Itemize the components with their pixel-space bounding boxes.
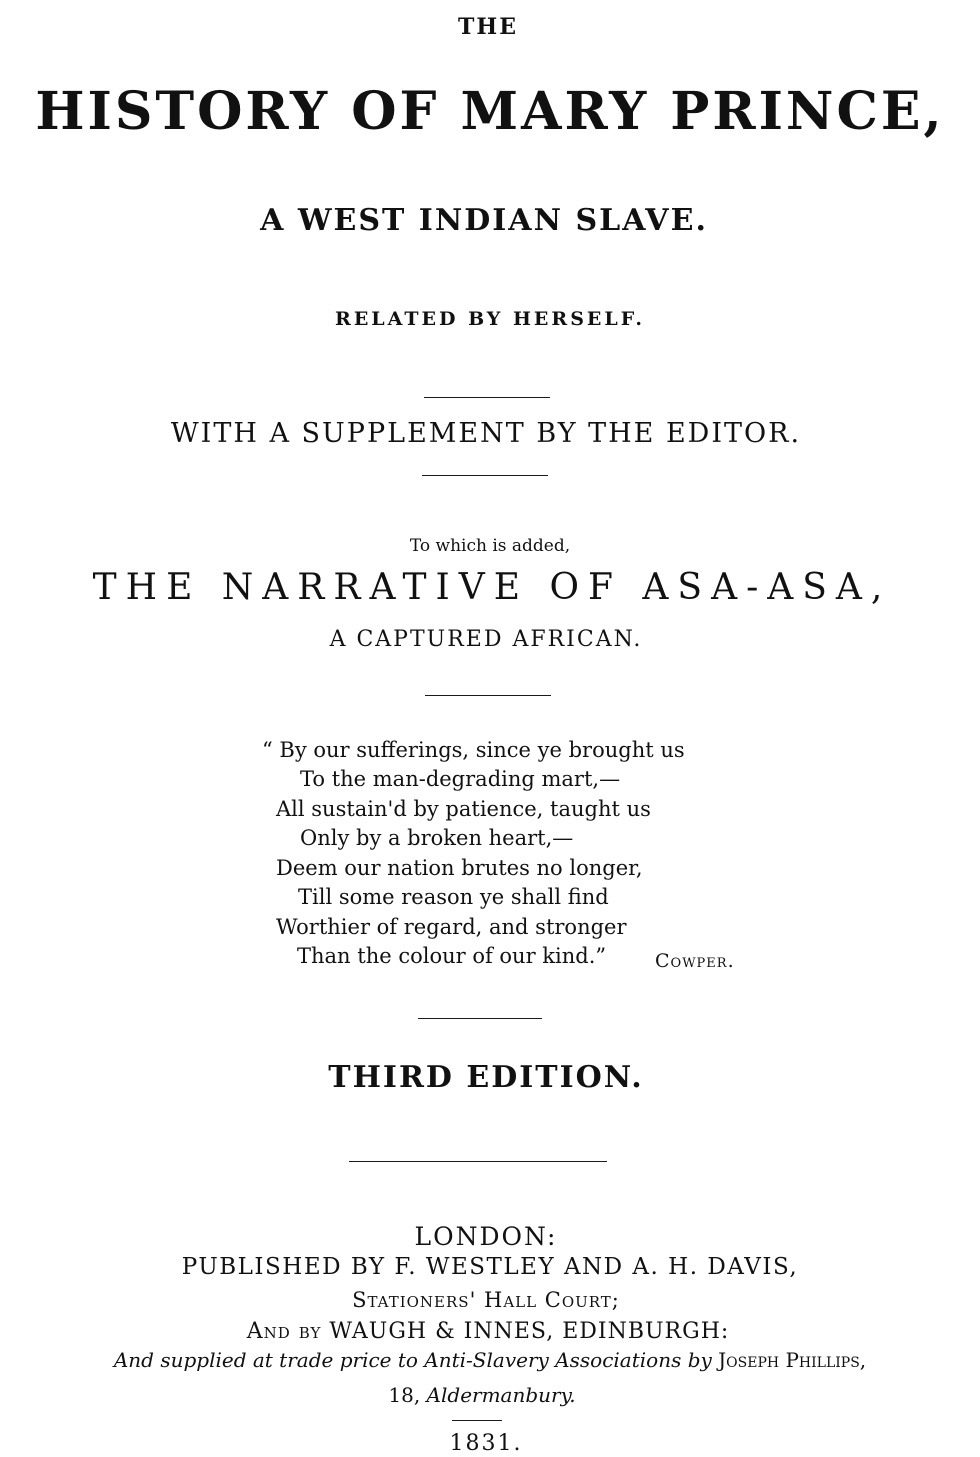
subtitle: A WEST INDIAN SLAVE. <box>260 203 708 238</box>
imprint-street <box>0 1385 972 1405</box>
imprint-also <box>0 1321 978 1343</box>
divider-rule <box>349 1161 607 1162</box>
divider-rule <box>452 1420 502 1421</box>
title-the: THE <box>458 14 518 40</box>
related-by-herself: RELATED BY HERSELF. <box>335 308 645 330</box>
poem-line: All sustain'd by patience, taught us <box>276 797 651 821</box>
poem-line: Only by a broken heart,— <box>300 826 574 850</box>
imprint-also-prefix: And by <box>246 1319 322 1344</box>
imprint-supplied-text: And supplied at trade price to Anti-Slavery Associations by <box>113 1348 712 1372</box>
poem-line: To the man-degrading mart,— <box>300 767 621 791</box>
poem-line: Till some reason ye shall find <box>298 885 609 909</box>
imprint-also-rest: WAUGH & INNES, EDINBURGH: <box>329 1319 730 1344</box>
divider-rule <box>422 475 548 476</box>
poem-line: Deem our nation brutes no longer, <box>276 856 643 880</box>
supplement-line: WITH A SUPPLEMENT BY THE EDITOR. <box>170 418 802 449</box>
poem-line: Than the colour of our kind.” <box>297 944 607 968</box>
poem-line: Worthier of regard, and stronger <box>276 915 627 939</box>
divider-rule <box>418 1018 542 1019</box>
imprint-publishers: PUBLISHED BY F. WESTLEY AND A. H. DAVIS, <box>181 1254 799 1280</box>
imprint-year: 1831. <box>449 1431 523 1456</box>
imprint-street-number: 18, <box>388 1383 421 1407</box>
edition: THIRD EDITION. <box>328 1060 644 1095</box>
poem-attribution: Cowper. <box>655 950 735 972</box>
divider-rule <box>425 695 551 696</box>
imprint-supplied <box>0 1350 980 1370</box>
narrative-subtitle: A CAPTURED AFRICAN. <box>329 627 643 652</box>
added-intro: To which is added, <box>409 536 571 556</box>
imprint-city: LONDON: <box>414 1222 558 1251</box>
narrative-title: THE NARRATIVE OF ASA-ASA, <box>92 567 892 608</box>
main-title: HISTORY OF MARY PRINCE, <box>35 81 945 142</box>
imprint-supplied-name: Joseph Phillips, <box>718 1348 867 1372</box>
divider-rule <box>424 397 550 398</box>
imprint-address: Stationers' Hall Court; <box>352 1288 620 1312</box>
imprint-street-name: Aldermanbury. <box>426 1383 576 1407</box>
poem-line: “ By our sufferings, since ye brought us <box>262 738 685 762</box>
